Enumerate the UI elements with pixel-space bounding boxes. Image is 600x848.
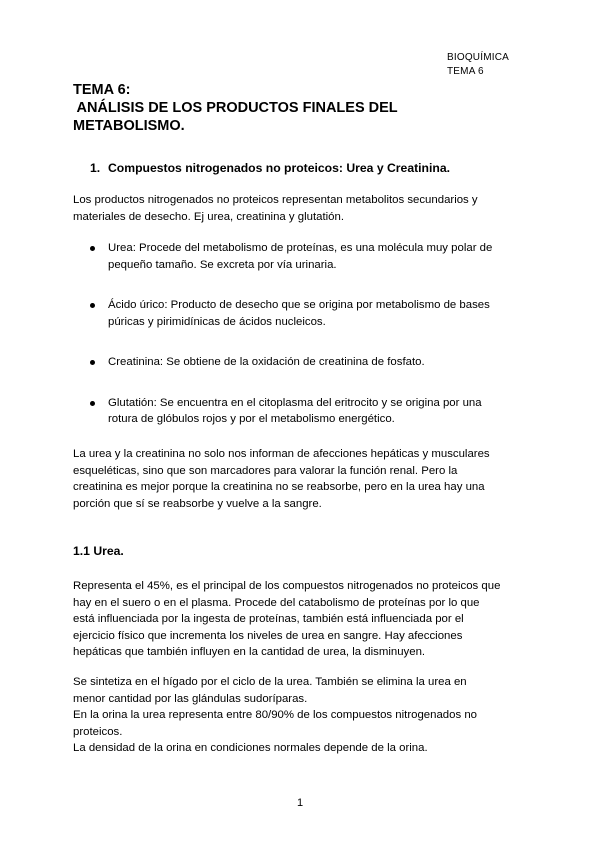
bullet-line: púricas y pirimidínicas de ácidos nucleicos. [108,315,326,328]
bullet-item-urea [90,240,520,273]
bullet-icon [90,303,95,308]
bullet-icon [90,360,95,365]
section-1-closing [73,446,513,512]
urea-paragraph-1 [73,578,513,661]
paragraph-line: materiales de desecho. Ej urea, creatinina y glutatión. [73,210,345,223]
section-1-heading [90,161,450,175]
paragraph-line: Los productos nitrogenados no proteicos representan metabolitos secundarios y [73,194,478,206]
section-number: 1. [90,161,101,175]
paragraph-line: porción que sí se reabsorbe y vuelve a la sangre. [73,497,322,510]
paragraph-line: La urea y la creatinina no solo nos informan de afecciones hepáticas y musculares [73,448,490,460]
paragraph-line: está influenciada por la ingesta de proteínas, también está influenciada por el [73,613,464,625]
paragraph-line: hepáticas que también influyen en la cantidad de urea, la disminuyen. [73,646,426,658]
title-line-2: ANÁLISIS DE LOS PRODUCTOS FINALES DEL [73,100,398,116]
document-title [73,81,543,135]
page-header [447,51,509,79]
paragraph-line: hay en el suero o en el plasma. Procede del catabolismo de proteínas por lo que [73,596,480,609]
header-topic: TEMA 6 [447,66,484,77]
urea-paragraph-2 [73,674,513,757]
paragraph-line: esqueléticas, sino que son marcadores para valorar la función renal. Pero la [73,464,458,477]
paragraph-line: En la orina la urea representa entre 80/90% de los compuestos nitrogenados no [73,709,477,721]
paragraph-line: menor cantidad por las glándulas sudoríparas. [73,692,308,705]
bullet-line: rotura de glóbulos rojos y por el metabolismo energético. [108,413,395,425]
bullet-icon [90,246,95,251]
bullet-item-creatinina [90,354,520,371]
paragraph-line: proteicos. [73,725,123,738]
section-title: Compuestos nitrogenados no proteicos: Urea y Creatinina. [108,161,450,175]
title-line-1: TEMA 6: [73,82,131,98]
bullet-line: Creatinina: Se obtiene de la oxidación de creatinina de fosfato. [108,356,425,368]
paragraph-line: Se sintetiza en el hígado por el ciclo de la urea. También se elimina la urea en [73,676,467,688]
bullet-line: Urea: Procede del metabolismo de proteínas, es una molécula muy polar de [108,242,493,254]
bullet-list [90,240,520,428]
section-1-intro [73,192,513,225]
page-number: 1 [296,797,304,809]
bullet-icon [90,401,95,406]
bullet-line: Ácido úrico: Producto de desecho que se origina por metabolismo de bases [108,299,490,311]
bullet-line: pequeño tamaño. Se excreta por vía urinaria. [108,258,337,271]
subsection-urea-heading: 1.1 Urea. [73,544,124,558]
bullet-line: Glutatión: Se encuentra en el citoplasma del eritrocito y se origina por una [108,396,482,409]
title-line-3: METABOLISMO. [73,118,185,134]
paragraph-line: La densidad de la orina en condiciones normales depende de la orina. [73,742,428,754]
paragraph-line: Representa el 45%, es el principal de los compuestos nitrogenados no proteicos que [73,580,501,592]
bullet-item-acido-urico [90,297,520,330]
header-subject: BIOQUÍMICA [447,52,510,63]
paragraph-line: creatinina es mejor porque la creatinina no se reabsorbe, pero en la urea hay una [73,481,485,493]
paragraph-line: ejercicio físico que incrementa los niveles de urea en sangre. Hay afecciones [73,629,463,642]
bullet-item-glutation [90,395,520,428]
